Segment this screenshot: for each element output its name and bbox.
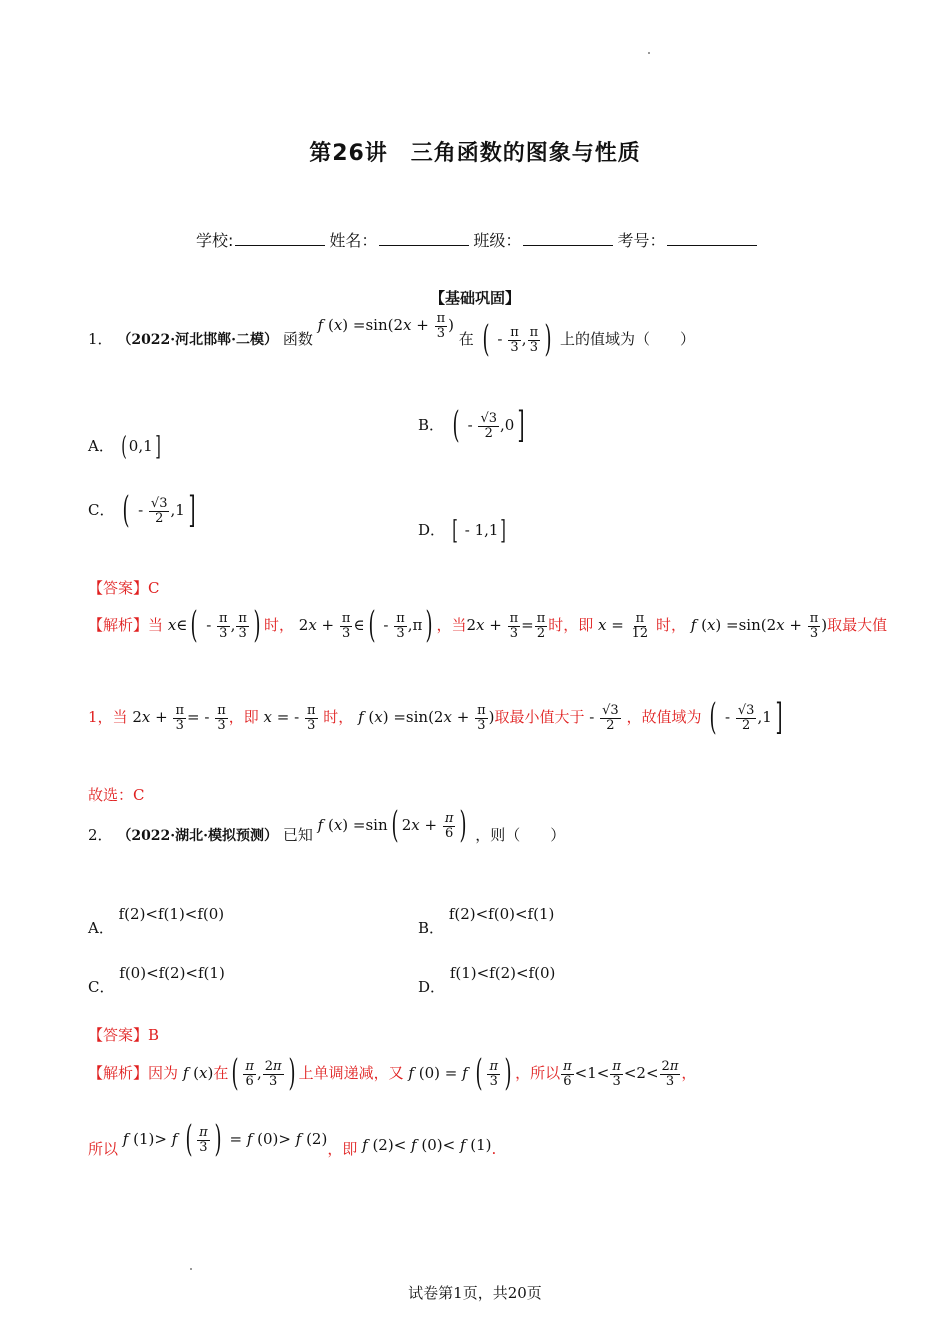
math-expr: f (x) =sin(2x + $\frac{\pi}{3}$ ) [358,702,495,733]
name-label: 姓名： [329,231,378,250]
exam-no-label: 考号： [617,231,666,250]
analysis-text: 时， [655,616,686,634]
q1-function: f (x) =sin(2x + $\frac{\pi}{3}$ ) [317,310,455,341]
q1-interval: ( - $\frac{\pi}{3}$ , $\frac{\pi}{3}$ ) [482,319,552,360]
analysis-text: 取最大值 [827,616,888,634]
option-value: f(0)<f(2)<f(1) [119,964,225,982]
q1-stem-mid: 在 [458,330,474,348]
math-expr: f (2)< f (0)< f (1) [362,1136,492,1154]
q1-option-b[interactable] [418,405,528,446]
analysis-text: ，即 [327,1140,358,1158]
analysis-text: 因为 [148,1064,179,1082]
q1-number: 1． [88,330,113,348]
math-expr: f (0) = f ( $\frac{\pi}{3}$ ) [408,1053,512,1094]
math-expr: 2x + $\frac{\pi}{3}$ = - $\frac{\pi}{3}$ [132,702,226,733]
analysis-text: 取最小值大于 [494,708,585,726]
answer-value: B [148,1026,160,1044]
q1-answer [88,577,160,598]
q1-conclusion: 故选：C [88,786,145,804]
q2-analysis-line2 [88,1119,497,1160]
option-value: ( - $\frac{√3}{2}$ ,1] [122,490,196,531]
analysis-text: ， [681,1064,697,1082]
q1-stem-prefix: 函数 [282,330,313,348]
option-value: f(2)<f(1)<f(0) [118,905,225,923]
option-value: f(1)<f(2)<f(0) [449,964,556,982]
analysis-text: . [491,1140,497,1158]
q1-analysis-line1 [88,605,888,646]
option-value: ( - $\frac{√3}{2}$ ,0] [452,405,525,446]
analysis-text: 时， [263,616,294,634]
analysis-text: 在 [213,1064,229,1082]
q2-option-c[interactable] [88,962,225,996]
analysis-text: 上单调递减，又 [298,1064,404,1082]
answer-label: 【答案】 [88,579,149,597]
math-expr: ( $\frac{\pi}{6}$ , $\frac{2\pi}{3}$ ) [231,1053,296,1094]
analysis-text: 时，即 [548,616,594,634]
q1-option-c[interactable] [88,490,199,531]
math-expr: 2x + $\frac{\pi}{3}$ ∈( - $\frac{\pi}{3}$ ,π) [298,605,433,646]
option-label: C． [88,501,115,519]
math-expr: - $\frac{√3}{2}$ [584,702,619,733]
analysis-label: 【解析】 [88,1064,149,1082]
analysis-text: ，故值域为 [626,708,702,726]
option-value: ( 0,1] [120,432,161,462]
q2-source: （2022·湖北·模拟预测） [117,828,279,844]
option-value: [ - 1,1] [452,516,507,546]
math-expr: 2x + $\frac{\pi}{3}$ = $\frac{\pi}{2}$ [466,610,546,641]
q1-option-d[interactable] [418,516,509,546]
math-expr: x = $\frac{\pi}{12}$ [598,610,649,641]
q2-option-d[interactable] [418,962,556,996]
math-expr: f (1)> f ( $\frac{\pi}{3}$ ) = f (0)> f (2) [122,1119,328,1160]
page-title: 第26讲 三角函数的图象与性质 [309,141,641,166]
class-blank[interactable] [523,231,613,246]
scan-dot [648,52,650,54]
q1-option-a[interactable] [88,432,163,462]
q2-option-b[interactable] [418,903,555,937]
answer-value: C [148,579,160,597]
option-label: C． [88,978,115,996]
analysis-text: 所以 [88,1140,119,1158]
page-footer: 试卷第1页，共20页 [408,1284,542,1302]
q1-stem-suffix: 上的值域为（ ） [559,330,695,348]
school-blank[interactable] [235,231,325,246]
option-value: f(2)<f(0)<f(1) [448,905,555,923]
math-expr: f (x) [182,1064,214,1082]
q2-stem [88,805,566,854]
q2-stem-suffix: ，则（ ） [475,826,566,844]
analysis-text: 当 [148,616,164,634]
name-blank[interactable] [379,231,469,246]
q1-source: （2022·河北邯郸·二模） [117,332,279,348]
q2-answer [88,1024,159,1045]
option-label: B． [418,416,445,434]
exam-no-blank[interactable] [667,231,757,246]
student-info-row [196,228,761,251]
q2-function: f (x) =sin( 2x + $\frac{\pi}{6}$ ) [317,805,467,846]
analysis-text: 1，当 [88,708,128,726]
option-label: D． [418,978,446,996]
analysis-label: 【解析】 [88,616,149,634]
math-expr: $\frac{\pi}{6}$ <1< $\frac{\pi}{3}$ <2< $\frac{2\pi}{3}$ [563,1058,679,1089]
q1-analysis-line2 [88,697,786,738]
analysis-text: ，所以 [515,1064,561,1082]
math-expr: x∈( - $\frac{\pi}{3}$ , $\frac{\pi}{3}$ ) [167,605,261,646]
school-label: 学校: [196,231,234,250]
option-label: A． [88,437,114,455]
math-expr: ( - $\frac{√3}{2}$ ,1] [709,697,783,738]
q2-analysis-line1 [88,1053,697,1094]
answer-label: 【答案】 [88,1026,149,1044]
q1-stem [88,310,695,360]
option-label: A． [88,919,114,937]
analysis-text: ，当 [436,616,467,634]
q2-number: 2． [88,826,113,844]
class-label: 班级： [473,231,522,250]
analysis-text: ，即 [228,708,259,726]
q2-stem-prefix: 已知 [282,826,313,844]
q2-option-a[interactable] [88,903,225,937]
scan-dot [190,1268,192,1270]
analysis-text: 时， [323,708,354,726]
option-label: B． [418,919,445,937]
option-label: D． [418,521,446,539]
section-heading: 【基础巩固】 [429,289,520,307]
math-expr: x = - $\frac{\pi}{3}$ [263,702,316,733]
math-expr: f (x) =sin(2x + $\frac{\pi}{3}$ ) [690,610,828,641]
